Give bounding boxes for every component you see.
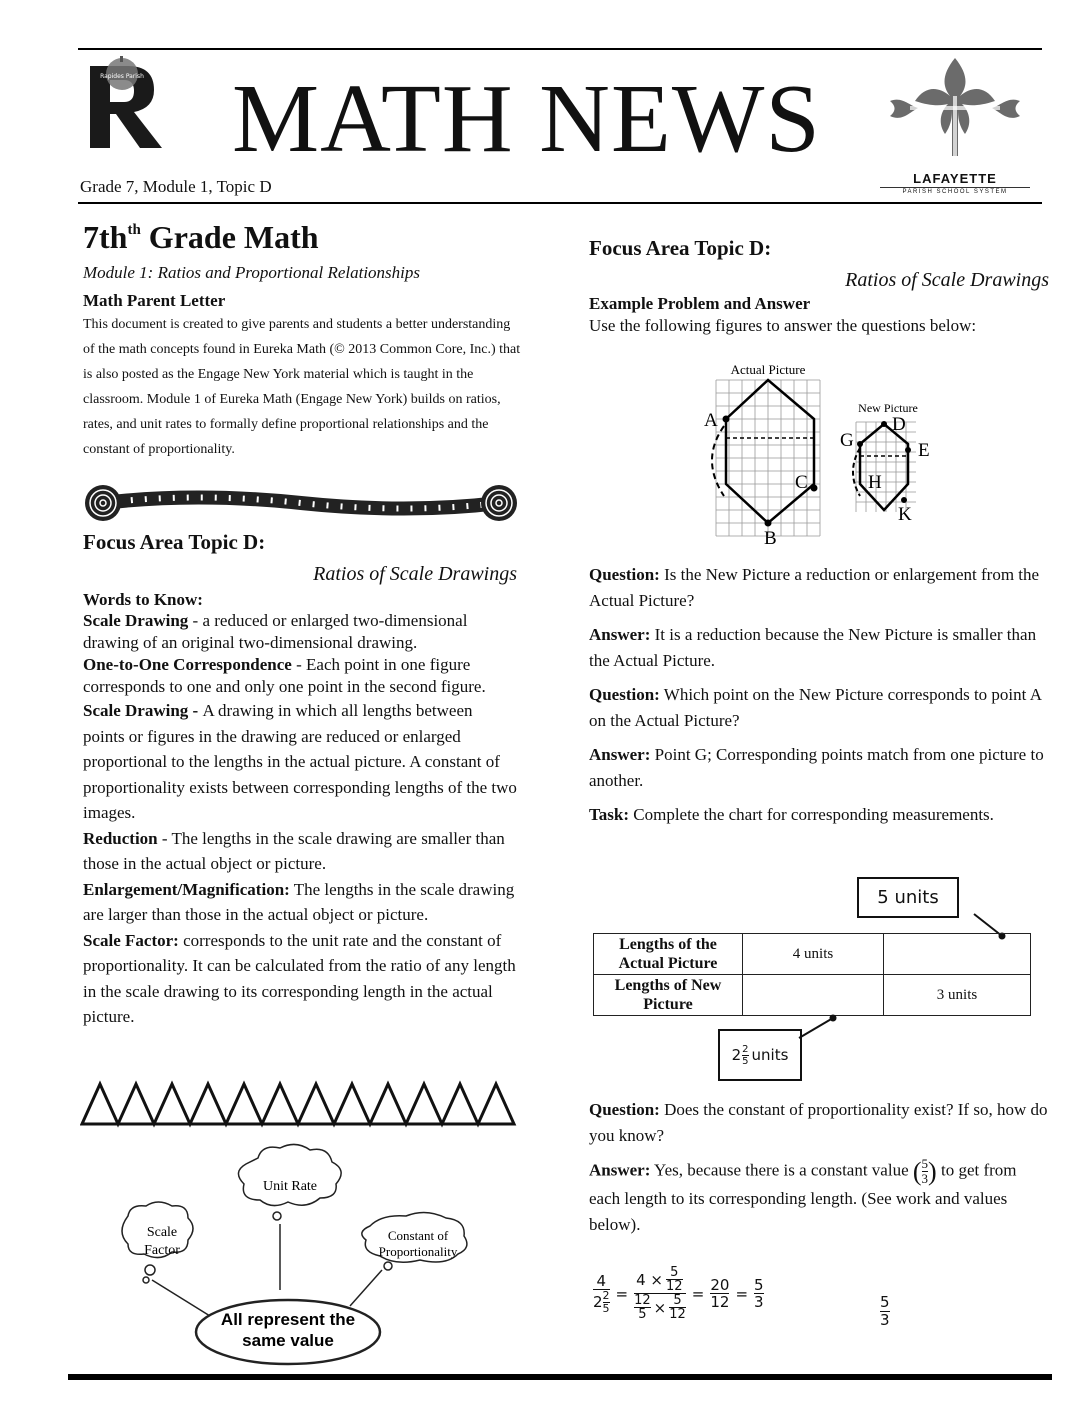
row2-cell-1 — [743, 975, 884, 1016]
point-h-label: H — [868, 472, 882, 493]
work-fraction-1: 4 2 2 5 — [593, 1271, 610, 1315]
cloud-scale-label-1: Scale — [146, 1225, 178, 1240]
cloud-constant-label-1: Constant of — [387, 1228, 449, 1243]
term-one-to-one: One-to-One Correspondence - Each point in one figure corresponds to one and only one point in the second figure. — [83, 655, 486, 696]
footer-rule — [68, 1374, 1052, 1380]
scale-figures — [700, 360, 950, 550]
actual-picture-label: Actual Picture — [730, 362, 806, 377]
constant-question-answer — [589, 1097, 1049, 1237]
example-intro: Use the following figures to answer the questions below: — [589, 316, 977, 335]
grade-module-topic: Grade 7, Module 1, Topic D — [80, 177, 272, 196]
row2-cell-2: 3 units — [884, 975, 1031, 1016]
example-title: Example Problem and Answer — [589, 294, 811, 313]
cloud-constant-label-2: Proportionality — [378, 1244, 458, 1259]
callout-bottom-arrow — [795, 1012, 845, 1042]
point-a-label: A — [704, 410, 718, 431]
point-d-label: D — [892, 414, 906, 435]
parent-letter-title: Math Parent Letter — [83, 291, 226, 311]
point-g-label: G — [840, 430, 854, 451]
left-focus-title: Focus Area Topic D: — [83, 530, 266, 554]
answer-6: Answer: Yes, because there is a constant value ( 5 3 ) to get from each length to its corresponding length. (See work and values below). — [589, 1156, 1017, 1234]
point-c-label: C — [795, 472, 808, 493]
header-top-rule — [78, 48, 1042, 50]
answer-2: Answer: Point G; Corresponding points match from one picture to another. — [589, 745, 1044, 790]
concept-map — [100, 1140, 500, 1380]
term-reduction: Reduction - The lengths in the scale drawing are smaller than those in the actual object or picture. — [83, 828, 505, 873]
cloud-scale-label-2: Factor — [144, 1243, 180, 1258]
row1-cell-1: 4 units — [743, 934, 884, 975]
grade-heading: $7th^{th}$ Grade Math — [83, 219, 319, 255]
ellipse-label-2: same value — [242, 1331, 334, 1350]
module-subtitle: Module 1: Ratios and Proportional Relationships — [83, 263, 420, 283]
measurement-table — [593, 933, 1031, 1016]
point-e-label: E — [918, 440, 930, 461]
question-2: Question: Which point on the New Picture corresponds to point A on the Actual Picture? — [589, 685, 1042, 730]
answer-1: Answer: It is a reduction because the New Picture is smaller than the Actual Picture. — [589, 625, 1037, 670]
task: Task: Complete the chart for corresponding measurements. — [589, 805, 994, 824]
words-to-know-title: Words to Know: — [83, 590, 203, 609]
equals-2: = — [691, 1284, 705, 1303]
point-k-label: K — [898, 504, 912, 525]
row1-cell-2 — [884, 934, 1031, 975]
row2-label: Lengths of New Picture — [594, 975, 743, 1016]
row1-label: Lengths of the Actual Picture — [594, 934, 743, 975]
equals-1: = — [615, 1284, 629, 1303]
work-fraction-2: 4 × $\frac{5}{12}$ $\frac{12}{5}$ × $\frac{5}{12}$ — [634, 1265, 686, 1322]
decorative-divider — [85, 484, 517, 522]
term-enlargement: Enlargement/Magnification: The lengths in the scale drawing are larger than those in the actual object or picture. — [83, 879, 515, 924]
zigzag-divider — [80, 1080, 520, 1128]
callout-5-units: 5 units — [857, 877, 959, 918]
question-answer-list — [589, 562, 1044, 828]
page-title: MATH NEWS — [232, 65, 821, 173]
left-focus-subtitle: Ratios of Scale Drawings — [313, 563, 517, 585]
term-scale-drawing: Scale Drawing - a reduced or enlarged two-dimensional drawing of an original two-dimensional drawing. — [83, 611, 468, 652]
lafayette-logo — [880, 56, 1030, 196]
rapides-parish-logo — [84, 56, 174, 156]
right-focus-title: Focus Area Topic D: — [589, 236, 772, 260]
left-column — [83, 220, 523, 462]
ellipse-label-1: All represent the — [220, 1310, 356, 1329]
question-1: Question: Is the New Picture a reduction or enlargement from the Actual Picture? — [589, 565, 1040, 610]
logo-arc-text: Rapides Parish — [100, 73, 144, 80]
equals-3: = — [735, 1284, 749, 1303]
work-fraction-5: 5 3 — [880, 1293, 890, 1329]
left-focus-section — [83, 530, 517, 1030]
work-fraction-4: $\frac{5}{3}$ — [754, 1276, 764, 1311]
logo-subname: PARISH SCHOOL SYSTEM — [880, 187, 1030, 195]
right-column — [589, 236, 1049, 336]
header-bottom-rule — [78, 202, 1042, 204]
term-scale-drawing-2: Scale Drawing - A drawing in which all lengths between points or figures in the drawing are reduced or enlarged proportional to the lengths in the actual picture. A constant of proportionality exists between corresponding lengths of the two images. — [83, 701, 517, 822]
new-picture-label: New Picture — [858, 401, 918, 415]
work-fraction-3: $\frac{20}{12}$ — [710, 1276, 730, 1311]
question-6: Question: Does the constant of proportionality exist? If so, how do you know? — [589, 1100, 1048, 1145]
term-scale-factor: Scale Factor: corresponds to the unit rate and the constant of proportionality. It can be calculated from the ratio of any length in the scale drawing to its corresponding length in the actual picture. — [83, 930, 516, 1026]
math-work — [593, 1266, 764, 1321]
parent-letter-body: This document is created to give parents and students a better understanding of the math concepts found in Eureka Math (© 2013 Common Core, Inc.) that is also posted as the Engage New York material which is taught in the classroom. Module 1 of Eureka Math (Engage New York) builds on ratios, rates, and unit rates to formally define proportional relationships and the constant of proportionality. — [83, 317, 521, 458]
point-b-label: B — [764, 528, 777, 549]
logo-letter: R — [84, 56, 85, 57]
right-focus-subtitle: Ratios of Scale Drawings — [845, 269, 1049, 291]
cloud-unit-rate-label: Unit Rate — [262, 1179, 318, 1194]
logo-name: LAFAYETTE — [913, 171, 997, 186]
callout-2-2-5-units: 2 2 5 units — [718, 1029, 802, 1081]
